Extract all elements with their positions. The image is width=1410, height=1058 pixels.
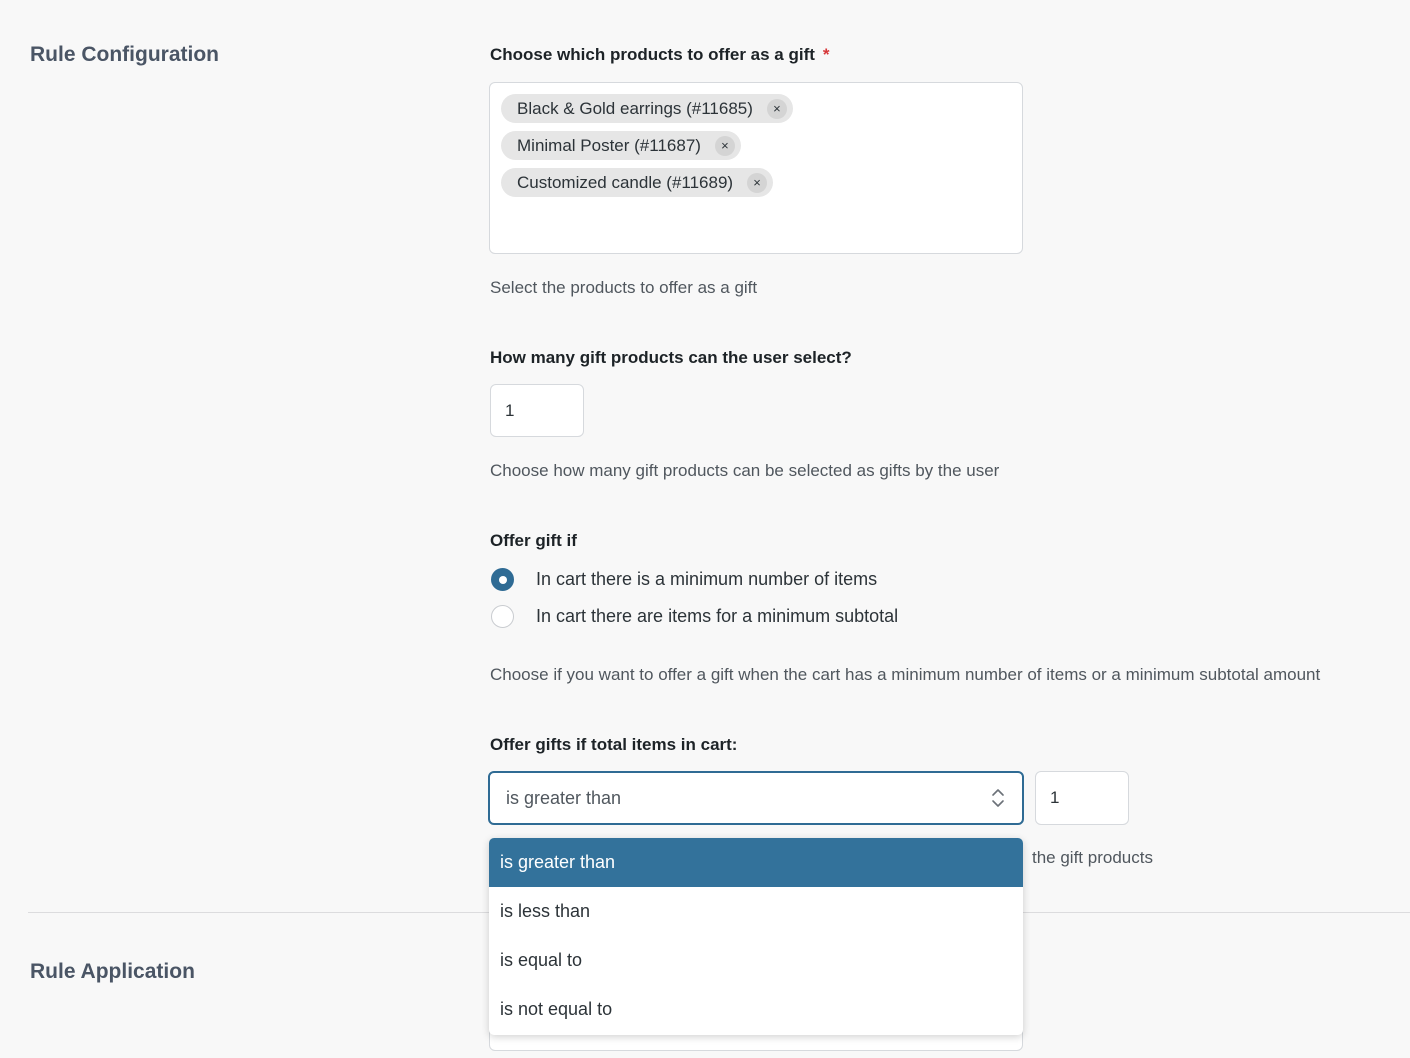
radio-min-subtotal-label: In cart there are items for a minimum subtotal [536, 606, 899, 626]
radio-unchecked-icon[interactable] [491, 605, 514, 628]
product-chip [501, 131, 741, 160]
offer-condition-help: Choose if you want to offer a gift when the cart has a minimum number of items or a minimum subtotal amount [490, 665, 1321, 684]
dropdown-option[interactable]: is equal to [500, 950, 583, 970]
operator-dropdown-list [489, 838, 1023, 1035]
gift-count-label: How many gift products can the user select? [490, 348, 852, 367]
select-chevrons-icon [991, 787, 1005, 809]
product-chip-label: Minimal Poster (#11687) [517, 135, 701, 155]
gift-count-input[interactable]: 1 [490, 384, 584, 437]
product-chip [501, 94, 793, 123]
gift-products-label [490, 45, 830, 65]
offer-condition-label: Offer gift if [490, 531, 577, 550]
remove-chip-icon[interactable]: × [767, 99, 787, 119]
radio-checked-icon[interactable] [491, 568, 514, 591]
product-chip-label: Black & Gold earrings (#11685) [517, 98, 753, 118]
total-items-help: the gift products [1032, 848, 1153, 867]
gift-products-help: Select the products to offer as a gift [490, 278, 758, 297]
remove-chip-icon[interactable]: × [715, 136, 735, 156]
dropdown-option[interactable]: is not equal to [500, 999, 613, 1019]
dropdown-option[interactable]: is greater than [489, 838, 1023, 887]
gift-products-multiselect[interactable] [489, 82, 1023, 254]
rule-application-heading: Rule Application [30, 960, 195, 983]
total-items-label: Offer gifts if total items in cart: [490, 735, 738, 754]
remove-chip-icon[interactable]: × [747, 173, 767, 193]
operator-select-value: is greater than [506, 787, 622, 808]
product-chip [501, 168, 773, 197]
radio-min-subtotal[interactable] [491, 605, 898, 628]
radio-min-items-label: In cart there is a minimum number of items [536, 569, 878, 589]
dropdown-option[interactable]: is less than [500, 901, 591, 921]
required-marker: * [822, 45, 830, 64]
total-items-value-input[interactable]: 1 [1035, 771, 1129, 825]
rule-configuration-heading: Rule Configuration [30, 43, 219, 66]
operator-select[interactable] [488, 771, 1024, 825]
product-chip-label: Customized candle (#11689) [517, 172, 734, 192]
radio-min-items[interactable] [491, 568, 877, 591]
gift-count-help: Choose how many gift products can be selected as gifts by the user [490, 461, 1000, 480]
gift-products-label-text: Choose which products to offer as a gift [490, 45, 815, 64]
